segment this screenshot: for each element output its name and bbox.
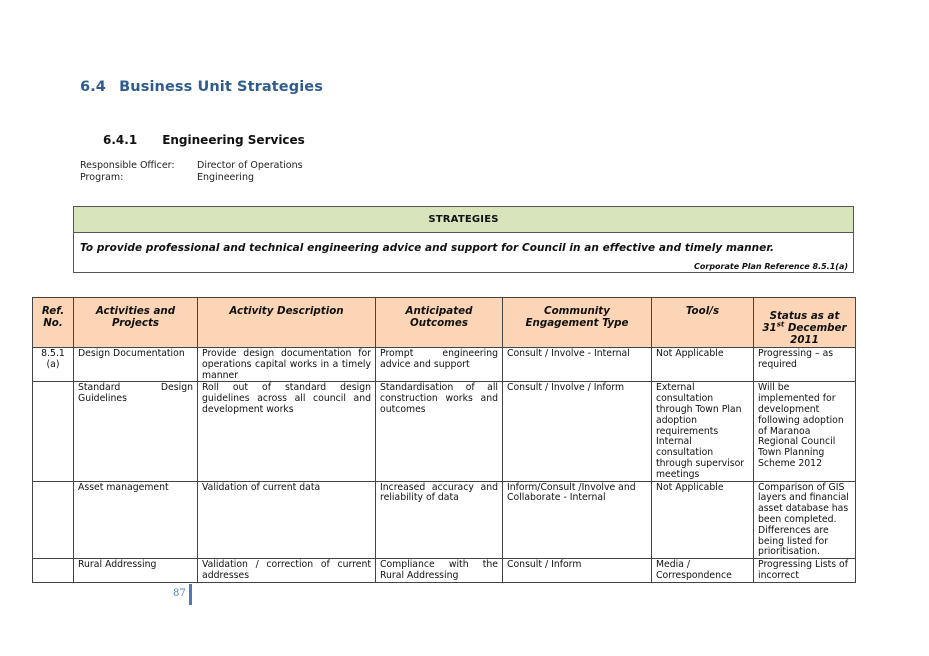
subsection-number: 6.4.1 <box>103 133 138 147</box>
corporate-plan-reference: Corporate Plan Reference 8.5.1(a) <box>694 262 848 271</box>
header-engagement: Community Engagement Type <box>503 298 652 348</box>
header-tools: Tool/s <box>652 298 754 348</box>
cell-description: Validation / correction of current addresses <box>198 559 376 583</box>
cell-engagement: Consult / Inform <box>503 559 652 583</box>
table-row <box>33 382 856 481</box>
strategy-statement: To provide professional and technical engineering advice and support for Council in an effective and timely manner. <box>80 242 775 254</box>
responsible-officer-label: Responsible Officer: <box>80 160 175 171</box>
cell-activity: Design Documentation <box>74 348 198 382</box>
header-status-sup: st <box>776 320 785 329</box>
header-status-prefix: Status as at <box>769 310 840 322</box>
header-outcomes: Anticipated Outcomes <box>376 298 503 348</box>
unit-meta <box>80 160 303 183</box>
table-row <box>33 481 856 559</box>
section-title-text: Business Unit Strategies <box>119 79 323 95</box>
cell-outcomes: Standardisation of all construction works and outcomes <box>376 382 503 481</box>
header-description: Activity Description <box>198 298 376 348</box>
cell-tools: Not Applicable <box>652 481 754 559</box>
cell-status: Will be implemented for development following adoption of Maranoa Regional Council Town Planning Scheme 2012 <box>754 382 856 481</box>
responsible-officer-row <box>80 160 303 172</box>
cell-engagement: Consult / Involve - Internal <box>503 348 652 382</box>
section-title <box>80 79 323 95</box>
program-value: Engineering <box>197 171 254 183</box>
program-row <box>80 172 303 184</box>
cell-status: Progressing – as required <box>754 348 856 382</box>
header-status <box>754 298 856 348</box>
cell-tools: Media / Correspondence <box>652 559 754 583</box>
cell-ref <box>33 481 74 559</box>
cell-outcomes: Compliance with the Rural Addressing <box>376 559 503 583</box>
program-label: Program: <box>80 171 124 183</box>
table-row <box>33 348 856 382</box>
header-status-day: 31 <box>762 322 777 334</box>
strategies-heading: STRATEGIES <box>74 207 853 233</box>
strategies-box <box>73 206 854 273</box>
cell-tools: Not Applicable <box>652 348 754 382</box>
header-ref-no: Ref. No. <box>33 298 74 348</box>
cell-tools: External consultation through Town Plan adoption requirements Internal consultation through supervisor meetings <box>652 382 754 481</box>
header-activities: Activities and Projects <box>74 298 198 348</box>
subsection-title <box>103 133 305 147</box>
cell-engagement: Consult / Involve / Inform <box>503 382 652 481</box>
cell-status: Comparison of GIS layers and financial asset database has been completed. Differences are being listed for prioritisation. <box>754 481 856 559</box>
cell-engagement: Inform/Consult /Involve and Collaborate - Internal <box>503 481 652 559</box>
strategies-table <box>32 297 856 583</box>
section-number: 6.4 <box>80 79 106 95</box>
cell-status: Progressing Lists of incorrect <box>754 559 856 583</box>
page-number-bar <box>189 584 192 605</box>
cell-ref: 8.5.1 (a) <box>33 348 74 382</box>
cell-description: Validation of current data <box>198 481 376 559</box>
cell-activity: Asset management <box>74 481 198 559</box>
header-status-suffix: December 2011 <box>787 322 847 346</box>
cell-ref <box>33 382 74 481</box>
cell-ref <box>33 559 74 583</box>
table-row <box>33 559 856 583</box>
cell-activity: Standard Design Guidelines <box>74 382 198 481</box>
page-number: 87 <box>173 588 186 599</box>
cell-activity: Rural Addressing <box>74 559 198 583</box>
table-header-row <box>33 298 856 348</box>
cell-outcomes: Increased accuracy and reliability of data <box>376 481 503 559</box>
cell-description: Provide design documentation for operations capital works in a timely manner <box>198 348 376 382</box>
responsible-officer-value: Director of Operations <box>197 160 303 171</box>
subsection-title-text: Engineering Services <box>162 133 305 147</box>
cell-description: Roll out of standard design guidelines across all council and development works <box>198 382 376 481</box>
cell-outcomes: Prompt engineering advice and support <box>376 348 503 382</box>
